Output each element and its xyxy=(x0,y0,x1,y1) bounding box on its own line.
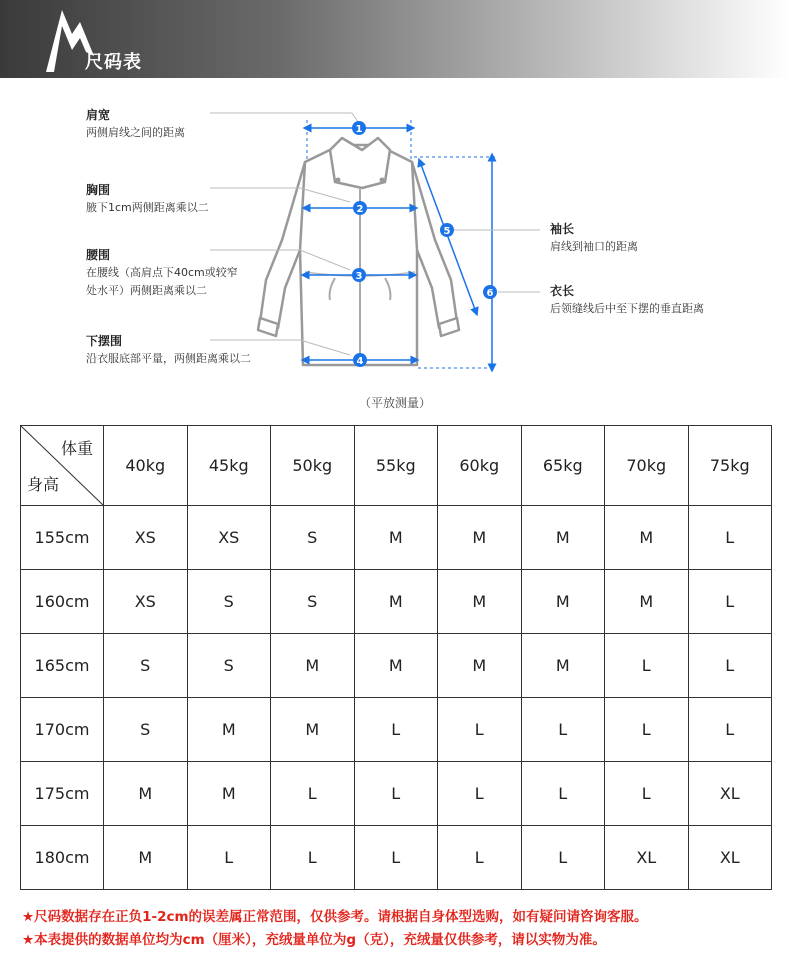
height-cell: 155cm xyxy=(21,506,104,570)
size-cell: L xyxy=(354,762,438,826)
size-cell: M xyxy=(187,698,271,762)
size-cell: L xyxy=(438,698,522,762)
size-cell: L xyxy=(605,634,689,698)
table-corner-cell xyxy=(21,426,104,506)
label-chest: 胸围 腋下1cm两侧距离乘以二 xyxy=(86,183,209,214)
size-cell: L xyxy=(688,570,772,634)
size-table xyxy=(20,425,772,890)
size-cell: XS xyxy=(104,506,188,570)
size-cell: L xyxy=(521,762,605,826)
weight-header-cell: 75kg xyxy=(688,426,772,506)
size-cell: L xyxy=(605,762,689,826)
height-cell: 180cm xyxy=(21,826,104,890)
size-cell: L xyxy=(521,826,605,890)
footnote-2: ★本表提供的数据单位均为cm（厘米），充绒量单位为g（克），充绒量仅供参考，请以实物为准。 xyxy=(22,932,606,948)
size-cell: L xyxy=(354,698,438,762)
size-cell: M xyxy=(438,634,522,698)
table-header-row xyxy=(21,426,772,506)
size-cell: L xyxy=(688,634,772,698)
weight-header-cell: 60kg xyxy=(438,426,522,506)
size-cell: XL xyxy=(688,826,772,890)
size-cell: M xyxy=(187,762,271,826)
size-cell: L xyxy=(271,826,355,890)
table-row xyxy=(21,698,772,762)
weight-header-cell: 65kg xyxy=(521,426,605,506)
badge-6: 6 xyxy=(486,288,494,299)
size-cell: M xyxy=(104,762,188,826)
size-cell: S xyxy=(187,570,271,634)
height-cell: 165cm xyxy=(21,634,104,698)
size-cell: S xyxy=(271,506,355,570)
size-cell: L xyxy=(605,698,689,762)
measurement-diagram xyxy=(0,90,790,420)
size-cell: XL xyxy=(605,826,689,890)
footnotes xyxy=(22,906,648,952)
size-cell: M xyxy=(521,570,605,634)
table-row xyxy=(21,506,772,570)
badge-3: 3 xyxy=(355,271,363,282)
corner-height-label: 身高 xyxy=(27,475,60,494)
badge-4: 4 xyxy=(356,356,364,367)
footnote-1: ★尺码数据存在正负1-2cm的误差属正常范围，仅供参考。请根据自身体型选购，如有疑问请咨询客服。 xyxy=(22,909,648,925)
header-banner xyxy=(0,0,790,78)
size-cell: XL xyxy=(688,762,772,826)
size-cell: M xyxy=(438,570,522,634)
size-cell: L xyxy=(688,698,772,762)
size-cell: S xyxy=(104,634,188,698)
table-row xyxy=(21,762,772,826)
size-cell: L xyxy=(438,826,522,890)
size-cell: M xyxy=(521,506,605,570)
badge-5: 5 xyxy=(443,226,451,237)
size-cell: S xyxy=(187,634,271,698)
size-cell: M xyxy=(521,634,605,698)
label-shoulder: 肩宽 两侧肩线之间的距离 xyxy=(86,108,185,139)
weight-header-cell: 55kg xyxy=(354,426,438,506)
weight-header-cell: 50kg xyxy=(271,426,355,506)
size-cell: L xyxy=(187,826,271,890)
height-cell: 160cm xyxy=(21,570,104,634)
corner-weight-label: 体重 xyxy=(60,439,93,458)
size-cell: M xyxy=(104,826,188,890)
label-sleeve: 袖长 肩线到袖口的距离 xyxy=(550,222,638,253)
label-length: 衣长 后领缝线后中至下摆的垂直距离 xyxy=(550,284,704,315)
height-cell: 170cm xyxy=(21,698,104,762)
size-cell: L xyxy=(438,762,522,826)
badge-2: 2 xyxy=(356,204,364,215)
size-cell: S xyxy=(104,698,188,762)
label-waist: 腰围 在腰线（高肩点下40cm或较窄 处水平）两侧距离乘以二 xyxy=(86,248,238,297)
table-row xyxy=(21,570,772,634)
label-hem: 下摆围 沿衣服底部平量，两侧距离乘以二 xyxy=(86,334,251,365)
page-title: 尺码表 xyxy=(85,52,142,73)
size-cell: M xyxy=(354,570,438,634)
weight-header-cell: 45kg xyxy=(187,426,271,506)
size-cell: M xyxy=(438,506,522,570)
size-cell: M xyxy=(354,506,438,570)
badge-1: 1 xyxy=(355,124,363,135)
weight-header-cell: 40kg xyxy=(104,426,188,506)
size-cell: XS xyxy=(104,570,188,634)
size-cell: S xyxy=(271,570,355,634)
size-cell: L xyxy=(688,506,772,570)
size-cell: M xyxy=(271,634,355,698)
table-row xyxy=(21,826,772,890)
size-cell: M xyxy=(271,698,355,762)
size-cell: L xyxy=(521,698,605,762)
height-cell: 175cm xyxy=(21,762,104,826)
size-cell: M xyxy=(354,634,438,698)
size-cell: L xyxy=(354,826,438,890)
size-cell: M xyxy=(605,570,689,634)
flat-measure-note: （平放测量） xyxy=(358,396,431,410)
size-cell: L xyxy=(271,762,355,826)
table-row xyxy=(21,634,772,698)
weight-header-cell: 70kg xyxy=(605,426,689,506)
size-cell: M xyxy=(605,506,689,570)
size-cell: XS xyxy=(187,506,271,570)
